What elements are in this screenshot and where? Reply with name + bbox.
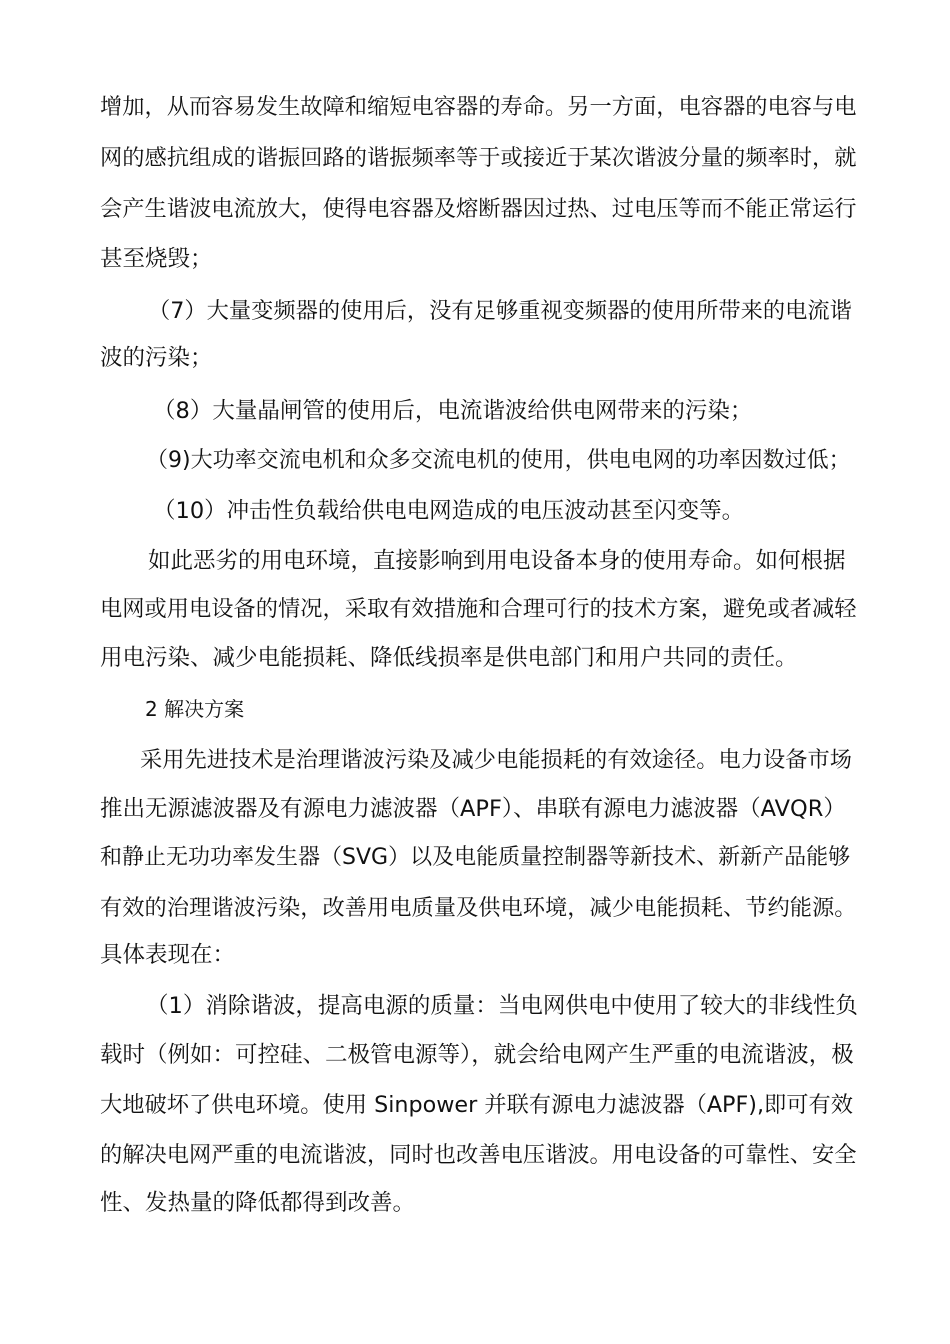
list-item-10: （10）冲击性负载给供电电网造成的电压波动甚至闪变等。: [153, 498, 745, 524]
paragraph-line: 采用先进技术是治理谐波污染及减少电能损耗的有效途径。电力设备市场: [140, 747, 852, 773]
paragraph-line: 增加，从而容易发生故障和缩短电容器的寿命。另一方面，电容器的电容与电: [100, 94, 857, 120]
paragraph-line: 载时（例如：可控硅、二极管电源等），就会给电网产生严重的电流谐波，极: [100, 1042, 854, 1068]
paragraph-line: 会产生谐波电流放大，使得电容器及熔断器因过热、过电压等而不能正常运行: [100, 196, 857, 222]
paragraph-line: （1）消除谐波，提高电源的质量：当电网供电中使用了较大的非线性负: [146, 993, 858, 1019]
paragraph-line: 有效的治理谐波污染，改善用电质量及供电环境，减少电能损耗、节约能源。: [100, 895, 857, 921]
paragraph-line: 和静止无功功率发生器（SVG）以及电能质量控制器等新技术、新新产品能够: [100, 845, 851, 870]
paragraph-line: 电网或用电设备的情况，采取有效措施和合理可行的技术方案，避免或者减轻: [100, 596, 857, 622]
list-item-7-line: （7）大量变频器的使用后，没有足够重视变频器的使用所带来的电流谐: [148, 298, 852, 324]
list-item-8: （8）大量晶闸管的使用后，电流谐波给供电网带来的污染；: [153, 398, 753, 424]
paragraph-line: 推出无源滤波器及有源电力滤波器（APF）、串联有源电力滤波器（AVQR）: [100, 796, 846, 822]
paragraph-line: 的解决电网严重的电流谐波，同时也改善电压谐波。用电设备的可靠性、安全: [100, 1142, 857, 1168]
paragraph-line: 具体表现在：: [100, 942, 236, 968]
paragraph-line: 用电污染、减少电能损耗、降低线损率是供电部门和用户共同的责任。: [100, 645, 798, 671]
paragraph-line: 网的感抗组成的谐振回路的谐振频率等于或接近于某次谐波分量的频率时，就: [100, 145, 857, 171]
list-item-9: （9)大功率交流电机和众多交流电机的使用，供电电网的功率因数过低；: [146, 448, 851, 473]
paragraph-line: 甚至烧毁；: [100, 246, 213, 272]
paragraph-line: 性、发热量的降低都得到改善。: [100, 1190, 416, 1216]
section-heading: 2 解决方案: [145, 697, 245, 721]
list-item-7-line: 波的污染；: [100, 345, 213, 371]
paragraph-line: 如此恶劣的用电环境，直接影响到用电设备本身的使用寿命。如何根据: [148, 548, 846, 574]
paragraph-line: 大地破坏了供电环境。使用 Sinpower 并联有源电力滤波器（APF),即可有效: [100, 1092, 854, 1118]
